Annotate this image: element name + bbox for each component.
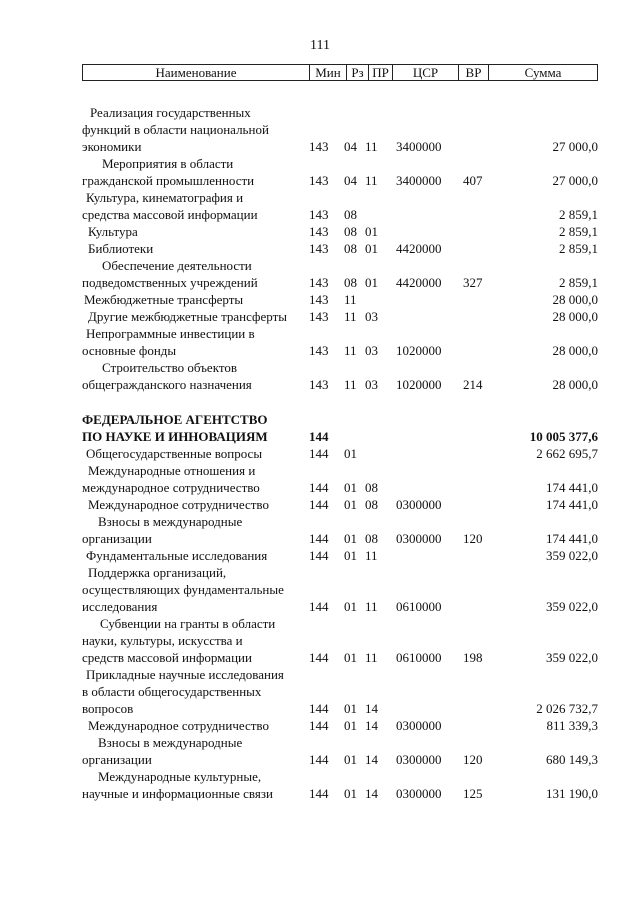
row-pr: 14 [365, 718, 378, 733]
row-sum: 2 662 695,7 [536, 446, 598, 461]
row-pr: 03 [365, 377, 378, 392]
row-rz: 08 [344, 241, 357, 256]
row-min: 144 [309, 786, 329, 801]
row-rz: 01 [344, 599, 357, 614]
row-name [82, 155, 304, 189]
header-csr: ЦСР [392, 65, 458, 80]
row-name [82, 291, 304, 308]
row-min: 144 [309, 531, 329, 546]
row-sum: 2 859,1 [559, 275, 598, 290]
row-name-line: основные фонды [82, 343, 177, 358]
row-pr: 08 [365, 497, 378, 512]
row-name-line: функций в области национальной [82, 122, 269, 137]
row-rz: 01 [344, 650, 357, 665]
row-name-line: исследования [82, 599, 158, 614]
row-csr: 4420000 [396, 241, 442, 256]
row-rz: 01 [344, 786, 357, 801]
row-pr: 11 [365, 139, 378, 154]
row-sum: 10 005 377,6 [529, 429, 598, 444]
row-csr: 0610000 [396, 650, 442, 665]
table-row [0, 615, 640, 666]
row-pr: 03 [365, 309, 378, 324]
row-name-line: общегражданского назначения [82, 377, 252, 392]
row-name-line: Международное сотрудничество [88, 718, 269, 733]
row-vr: 327 [463, 275, 483, 290]
row-name-line: гражданской промышленности [82, 173, 255, 188]
row-rz: 11 [344, 292, 357, 307]
row-pr: 14 [365, 752, 378, 767]
row-csr: 0300000 [396, 531, 442, 546]
row-rz: 01 [344, 446, 357, 461]
row-name-line: Международные культурные, [98, 769, 262, 784]
row-name-line: Взносы в международные [98, 514, 243, 529]
row-csr: 4420000 [396, 275, 442, 290]
row-rz: 01 [344, 752, 357, 767]
row-min: 144 [309, 650, 329, 665]
table-row [0, 325, 640, 359]
row-rz: 01 [344, 701, 357, 716]
table-row [0, 411, 640, 445]
row-min: 143 [309, 275, 329, 290]
row-name-line: ПО НАУКЕ И ИННОВАЦИЯМ [82, 429, 268, 444]
row-pr: 01 [365, 224, 378, 239]
row-name-line: Обеспечение деятельности [102, 258, 252, 273]
table-row [0, 513, 640, 547]
table-row [0, 308, 640, 325]
row-name [82, 223, 304, 240]
row-name [82, 411, 304, 445]
row-vr: 214 [463, 377, 483, 392]
row-csr: 0300000 [396, 786, 442, 801]
row-csr: 0610000 [396, 599, 442, 614]
table-row [0, 496, 640, 513]
table-row [0, 717, 640, 734]
row-pr: 08 [365, 480, 378, 495]
row-sum: 174 441,0 [546, 531, 598, 546]
row-name-line: Поддержка организаций, [88, 565, 227, 580]
row-name [82, 547, 304, 564]
row-name-line: вопросов [82, 701, 134, 716]
row-name-line: научные и информационные связи [82, 786, 273, 801]
row-min: 144 [309, 752, 329, 767]
row-rz: 11 [344, 309, 357, 324]
row-sum: 28 000,0 [552, 343, 598, 358]
row-sum: 27 000,0 [552, 173, 598, 188]
row-name [82, 240, 304, 257]
row-sum: 131 190,0 [546, 786, 598, 801]
table-row [0, 666, 640, 717]
row-sum: 359 022,0 [546, 650, 598, 665]
row-min: 143 [309, 309, 329, 324]
row-sum: 2 859,1 [559, 241, 598, 256]
row-min: 143 [309, 207, 329, 222]
row-sum: 2 859,1 [559, 207, 598, 222]
row-name [82, 104, 304, 155]
row-csr: 1020000 [396, 377, 442, 392]
row-sum: 2 859,1 [559, 224, 598, 239]
row-name [82, 564, 304, 615]
table-header [82, 64, 598, 81]
header-vr: ВР [458, 65, 488, 80]
row-name-line: Международное сотрудничество [88, 497, 269, 512]
row-min: 144 [309, 718, 329, 733]
row-min: 143 [309, 292, 329, 307]
row-csr: 0300000 [396, 718, 442, 733]
header-sum: Сумма [488, 65, 597, 80]
row-rz: 04 [344, 173, 357, 188]
row-sum: 2 026 732,7 [536, 701, 598, 716]
row-rz: 01 [344, 497, 357, 512]
row-min: 144 [309, 480, 329, 495]
row-name [82, 359, 304, 393]
header-min: Мин [309, 65, 346, 80]
row-name-line: организации [82, 752, 152, 767]
row-pr: 11 [365, 173, 378, 188]
header-pr: ПР [368, 65, 392, 80]
row-name-line: в области общегосударственных [82, 684, 262, 699]
row-name-line: средства массовой информации [82, 207, 258, 222]
row-name-line: международное сотрудничество [82, 480, 260, 495]
row-csr: 0300000 [396, 497, 442, 512]
table-row [0, 104, 640, 155]
row-name [82, 717, 304, 734]
row-name [82, 513, 304, 547]
row-name-line: Строительство объектов [102, 360, 237, 375]
row-min: 143 [309, 241, 329, 256]
row-name-line: науки, культуры, искусства и [82, 633, 243, 648]
row-name-line: Реализация государственных [90, 105, 251, 120]
row-name [82, 189, 304, 223]
table-row [0, 223, 640, 240]
row-rz: 11 [344, 343, 357, 358]
row-pr: 11 [365, 650, 378, 665]
table-row [0, 564, 640, 615]
table-row [0, 768, 640, 802]
table-row [0, 462, 640, 496]
row-sum: 27 000,0 [552, 139, 598, 154]
row-name [82, 462, 304, 496]
row-name [82, 496, 304, 513]
row-name-line: Взносы в международные [98, 735, 243, 750]
row-name [82, 445, 304, 462]
table-row [0, 257, 640, 291]
row-name-line: Мероприятия в области [102, 156, 234, 171]
row-rz: 11 [344, 377, 357, 392]
row-csr: 1020000 [396, 343, 442, 358]
row-csr: 3400000 [396, 139, 442, 154]
row-min: 144 [309, 599, 329, 614]
row-csr: 3400000 [396, 173, 442, 188]
row-pr: 14 [365, 786, 378, 801]
row-min: 144 [309, 446, 329, 461]
row-pr: 11 [365, 548, 378, 563]
row-rz: 08 [344, 224, 357, 239]
row-sum: 174 441,0 [546, 497, 598, 512]
row-min: 144 [309, 701, 329, 716]
row-name [82, 325, 304, 359]
row-sum: 174 441,0 [546, 480, 598, 495]
row-rz: 01 [344, 718, 357, 733]
row-min: 144 [309, 548, 329, 563]
table-row [0, 445, 640, 462]
row-rz: 01 [344, 531, 357, 546]
row-vr: 120 [463, 752, 483, 767]
budget-table-body [0, 104, 640, 802]
row-name [82, 615, 304, 666]
row-min: 143 [309, 343, 329, 358]
table-row [0, 291, 640, 308]
row-pr: 11 [365, 599, 378, 614]
row-rz: 04 [344, 139, 357, 154]
row-vr: 198 [463, 650, 483, 665]
row-pr: 01 [365, 275, 378, 290]
row-vr: 407 [463, 173, 483, 188]
row-name-line: Прикладные научные исследования [86, 667, 284, 682]
row-name-line: подведомственных учреждений [82, 275, 258, 290]
row-pr: 14 [365, 701, 378, 716]
row-name [82, 308, 304, 325]
row-name-line: Международные отношения и [88, 463, 256, 478]
row-sum: 811 339,3 [546, 718, 598, 733]
row-rz: 08 [344, 275, 357, 290]
row-csr: 0300000 [396, 752, 442, 767]
row-name-line: Фундаментальные исследования [86, 548, 268, 563]
table-row [0, 240, 640, 257]
row-min: 144 [309, 429, 329, 444]
table-row [0, 359, 640, 393]
row-sum: 680 149,3 [546, 752, 598, 767]
table-row [0, 189, 640, 223]
table-row [0, 734, 640, 768]
row-name-line: Межбюджетные трансферты [84, 292, 244, 307]
row-sum: 28 000,0 [552, 292, 598, 307]
row-pr: 08 [365, 531, 378, 546]
row-min: 143 [309, 139, 329, 154]
row-name-line: Субвенции на гранты в области [100, 616, 276, 631]
row-vr: 120 [463, 531, 483, 546]
header-rz: Рз [346, 65, 368, 80]
row-name [82, 257, 304, 291]
row-name-line: Культура, кинематография и [86, 190, 244, 205]
row-name-line: осуществляющих фундаментальные [82, 582, 284, 597]
row-name-line: экономики [82, 139, 142, 154]
table-row [0, 547, 640, 564]
row-vr: 125 [463, 786, 483, 801]
row-name-line: Библиотеки [88, 241, 154, 256]
table-row [0, 155, 640, 189]
row-min: 143 [309, 224, 329, 239]
row-name-line: Культура [88, 224, 138, 239]
row-sum: 28 000,0 [552, 377, 598, 392]
row-name-line: средств массовой информации [82, 650, 252, 665]
row-rz: 01 [344, 548, 357, 563]
row-min: 143 [309, 173, 329, 188]
row-sum: 359 022,0 [546, 599, 598, 614]
row-min: 143 [309, 377, 329, 392]
row-name-line: Другие межбюджетные трансферты [88, 309, 287, 324]
row-min: 144 [309, 497, 329, 512]
row-name-line: Общегосударственные вопросы [86, 446, 263, 461]
row-rz: 01 [344, 480, 357, 495]
row-name [82, 734, 304, 768]
row-sum: 359 022,0 [546, 548, 598, 563]
row-pr: 03 [365, 343, 378, 358]
row-name-line: организации [82, 531, 152, 546]
row-rz: 08 [344, 207, 357, 222]
row-name-line: Непрограммные инвестиции в [86, 326, 255, 341]
row-name [82, 768, 304, 802]
header-name: Наименование [155, 65, 237, 80]
page-number: 111 [310, 38, 330, 53]
row-name-line: ФЕДЕРАЛЬНОЕ АГЕНТСТВО [82, 412, 268, 427]
row-name [82, 666, 304, 717]
row-pr: 01 [365, 241, 378, 256]
row-sum: 28 000,0 [552, 309, 598, 324]
